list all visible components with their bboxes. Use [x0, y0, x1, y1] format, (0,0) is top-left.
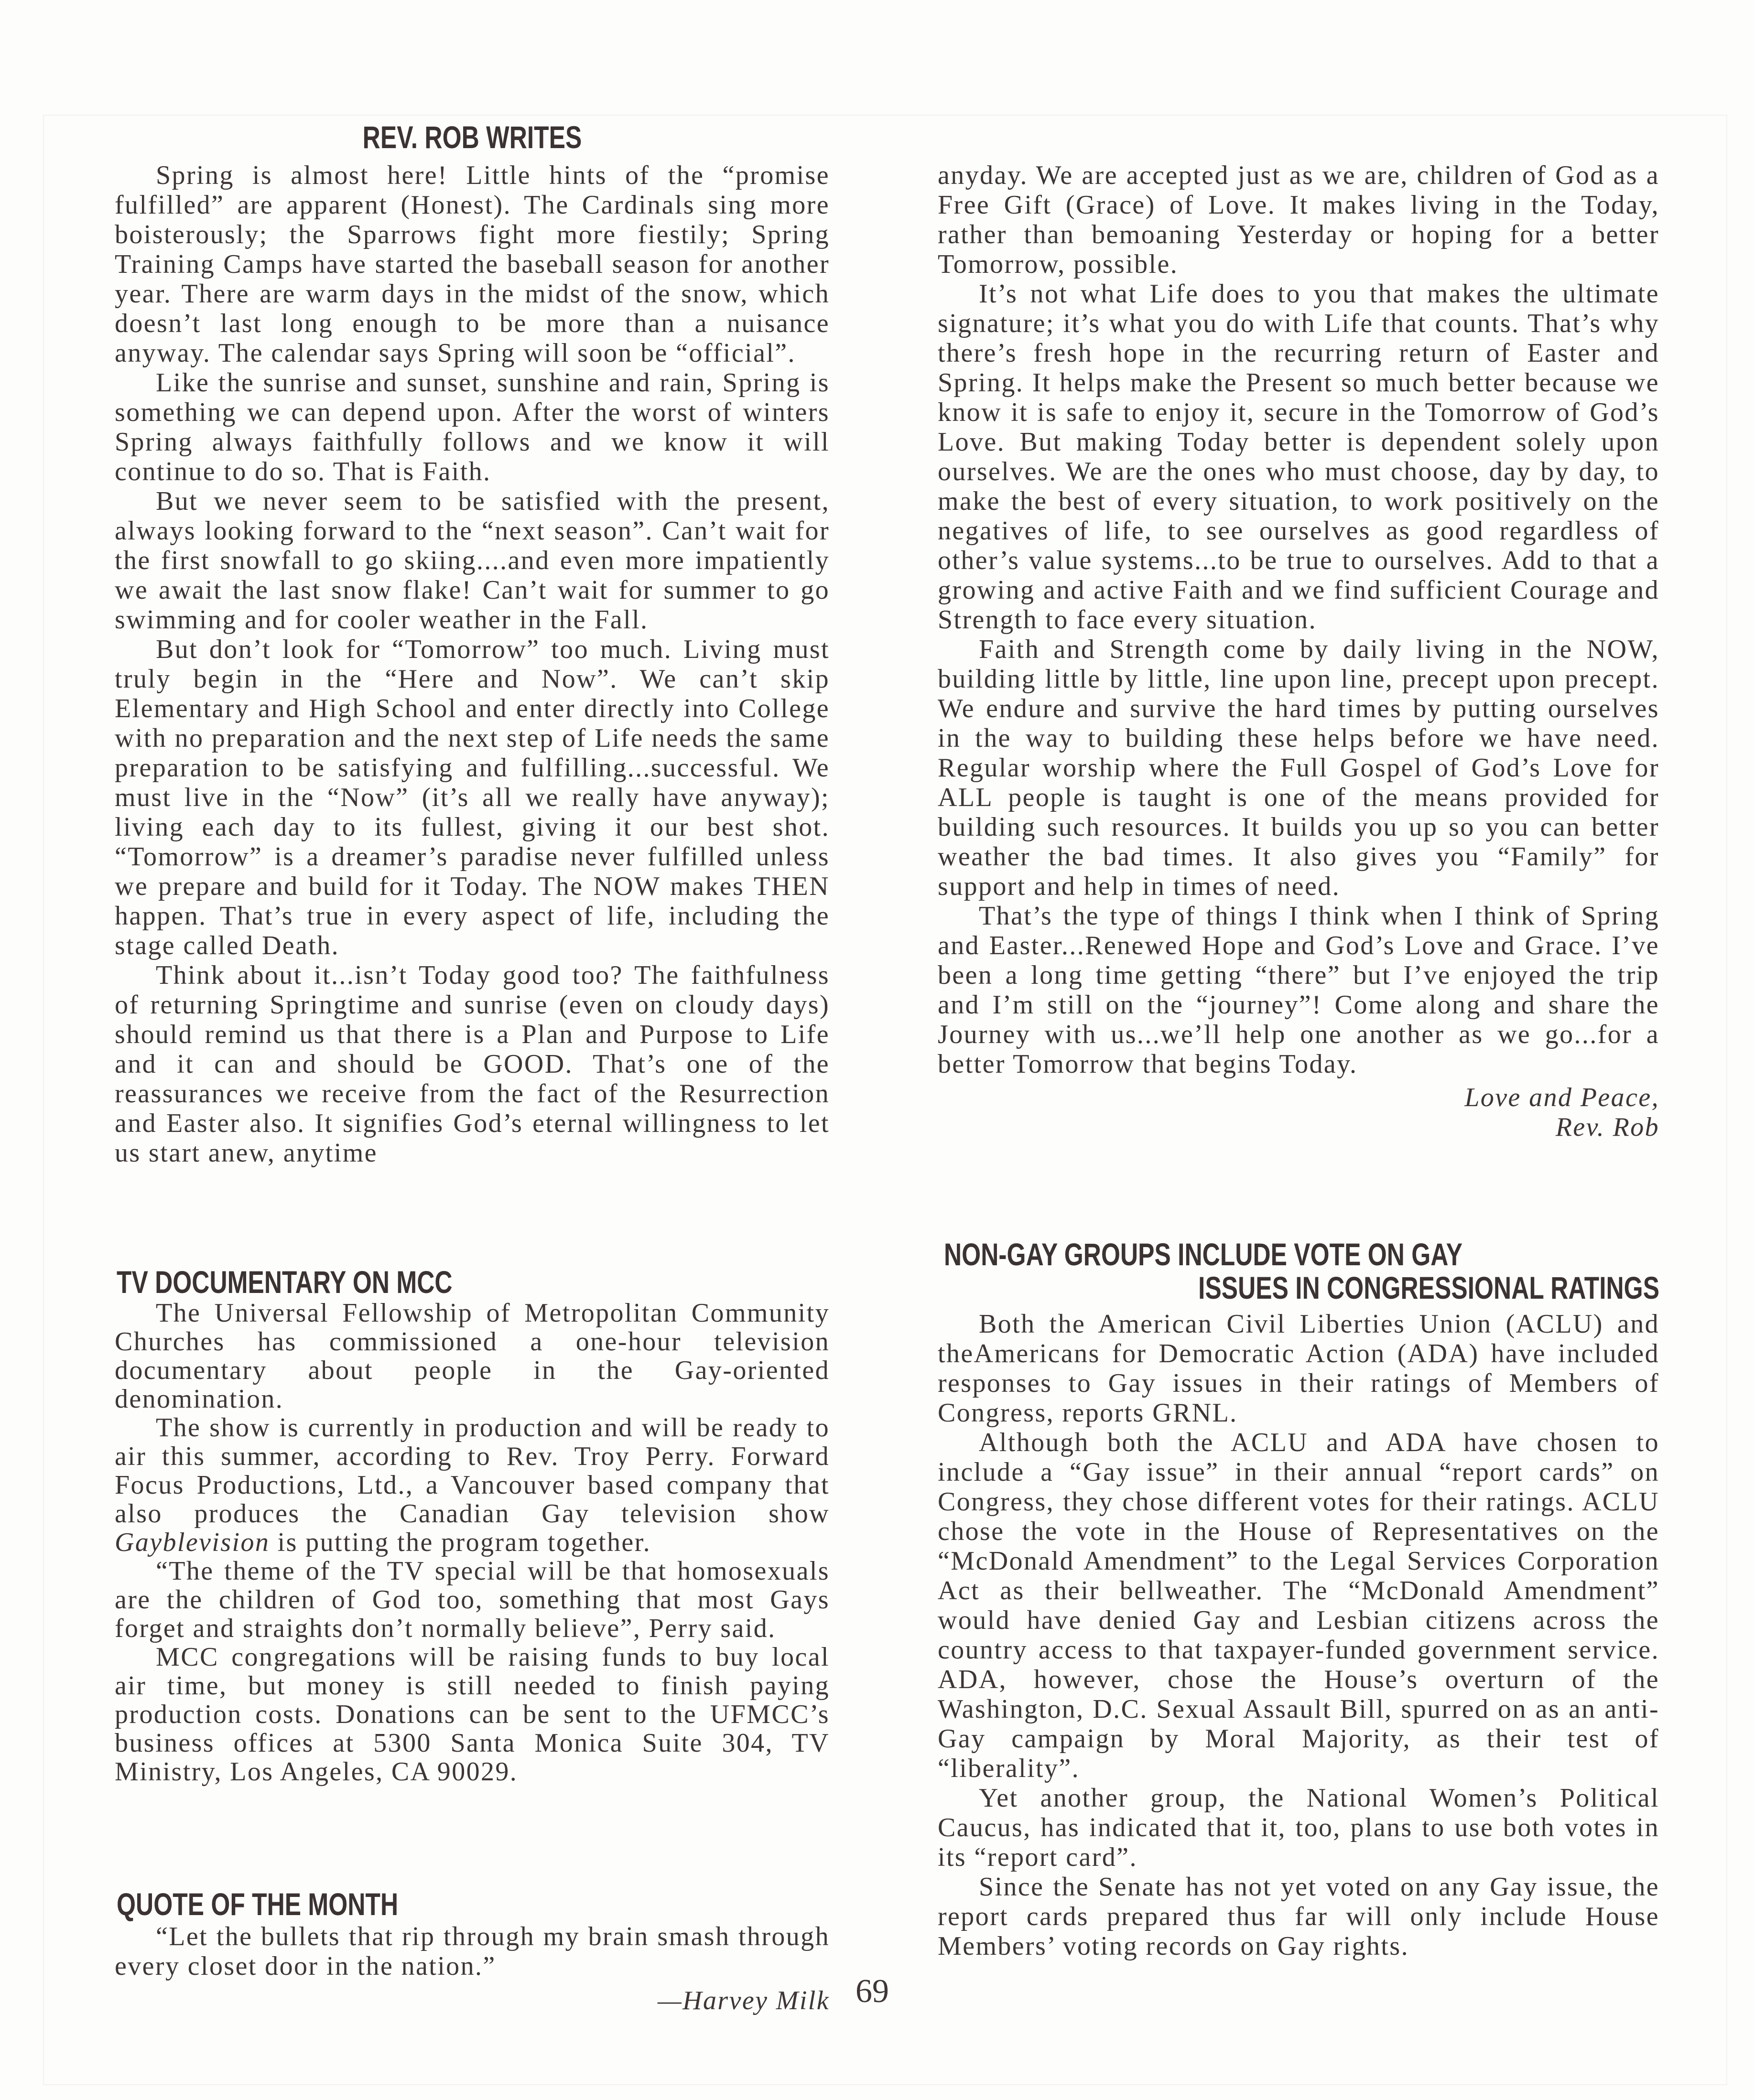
paragraph: Yet another group, the National Women’s Political Caucus, has indicated that it, too, plans to use both votes in its “report card”. — [938, 1783, 1659, 1872]
rev-rob-right-column — [938, 161, 1659, 1142]
paragraph: Spring is almost here! Little hints of the “promise fulfilled” are apparent (Honest). The Cardinals sing more boisterously; the Sparrows fight more fiestily; Spring Training Camps have started the baseball season for another year. There are warm days in the midst of the snow, which doesn’t last long enough to be more than a nuisance anyway. The calendar says Spring will soon be “official”. — [115, 161, 830, 368]
paragraph: Although both the ACLU and ADA have chosen to include a “Gay issue” in their annual “report cards” on Congress, they chose different votes for their ratings. ACLU chose the vote in the House of Representatives on the “McDonald Amendment” to the Legal Services Corporation Act as their bellweather. The “McDonald Amendment” would have denied Gay and Lesbian citizens across the country access to that taxpayer-funded government service. ADA, however, chose the House’s overturn of the Washington, D.C. Sexual Assault Bill, spurred on as an anti-Gay campaign by Moral Majority, as their test of “liberality”. — [938, 1428, 1659, 1783]
non-gay-groups-heading — [944, 1238, 1659, 1304]
paragraph-text: is putting the program together. — [270, 1528, 651, 1557]
tv-documentary-heading — [117, 1265, 547, 1299]
paragraph-text: The show is currently in production and will be ready to air this summer, according to Rev. Troy Perry. Forward Focus Productions, Ltd., a Vancouver based company that also produces the Canadian Gay television show — [115, 1413, 830, 1529]
paragraph: The Universal Fellowship of Metropolitan Community Churches has commissioned a one-hour television documentary about people in the Gay-oriented denomination. — [115, 1298, 830, 1414]
paragraph — [115, 1413, 830, 1557]
paragraph: MCC congregations will be raising funds to buy local air time, but money is still needed to finish paying production costs. Donations can be sent to the UFMCC’s business offices at 5300 Santa Monica Suite 304, TV Ministry, Los Angeles, CA 90029. — [115, 1642, 830, 1787]
paragraph: It’s not what Life does to you that makes the ultimate signature; it’s what you do with Life that counts. That’s why there’s fresh hope in the recurring return of Easter and Spring. It helps make the Present so much better because we know it is safe to enjoy it, secure in the Tomorrow of God’s Love. But making Today better is dependent solely upon ourselves. We are the ones who must choose, day by day, to make the best of every situation, to work positively on the negatives of life, to see ourselves as good regardless of other’s value systems...to be true to ourselves. Add to that a growing and active Faith and we find sufficient Courage and Strength to face every situation. — [938, 279, 1659, 635]
paragraph: “The theme of the TV special will be that homosexuals are the children of God too, something that most Gays forget and straights don’t normally believe”, Perry said. — [115, 1556, 830, 1643]
show-title: Gayblevision — [115, 1528, 270, 1557]
paragraph: Like the sunrise and sunset, sunshine and rain, Spring is something we can depend upon. After the worst of winters Spring always faithfully follows and we know it will continue to do so. That is Faith. — [115, 368, 830, 486]
rev-rob-title: REV. ROB WRITES — [362, 119, 582, 155]
quote-heading — [117, 1887, 477, 1921]
heading-line: NON-GAY GROUPS INCLUDE VOTE ON GAY — [944, 1237, 1463, 1272]
quote-title: QUOTE OF THE MONTH — [117, 1886, 399, 1922]
paragraph: Since the Senate has not yet voted on any Gay issue, the report cards prepared thus far will only include House Members’ voting records on Gay rights. — [938, 1872, 1659, 1961]
paragraph: That’s the type of things I think when I think of Spring and Easter...Renewed Hope and God’s Love and Grace. I’ve been a long time getting “there” but I’ve enjoyed the trip and I’m still on the “journey”! Come along and share the Journey with us...we’ll help one another as we go...for a better Tomorrow that begins Today. — [938, 901, 1659, 1079]
quote-attribution: —Harvey Milk — [657, 1986, 830, 2015]
paragraph: Think about it...isn’t Today good too? The faithfulness of returning Springtime and sunrise (even on cloudy days) should remind us that there is a Plan and Purpose to Life and it can and should be GOOD. That’s one of the reassurances we receive from the fact of the Resurrection and Easter also. It signifies God’s eternal willingness to let us start anew, anytime — [115, 960, 830, 1168]
non-gay-groups-body — [938, 1309, 1659, 1961]
heading-line: ISSUES IN CONGRESSIONAL RATINGS — [1198, 1270, 1659, 1305]
tv-documentary-title: TV DOCUMENTARY ON MCC — [117, 1264, 453, 1300]
quote-text: “Let the bullets that rip through my brain smash through every closet door in the nation.” — [115, 1922, 830, 1981]
signoff: Love and Peace, — [1464, 1083, 1659, 1112]
quote-body — [115, 1922, 830, 2015]
paragraph: Faith and Strength come by daily living in the NOW, building little by little, line upon line, precept upon precept. We endure and survive the hard times by putting ourselves in the way to building these helps before we have need. Regular worship where the Full Gospel of God’s Love for ALL people is taught is one of the means provided for building such resources. It builds you up so you can better weather the bad times. It also gives you “Family” for support and help in times of need. — [938, 635, 1659, 901]
page-number: 69 — [855, 1973, 889, 2010]
paragraph: anyday. We are accepted just as we are, children of God as a Free Gift (Grace) of Love. It makes living in the Today, rather than bemoaning Yesterday or hoping for a better Tomorrow, possible. — [938, 161, 1659, 279]
paragraph: Both the American Civil Liberties Union (ACLU) and theAmericans for Democratic Action (ADA) have included responses to Gay issues in their ratings of Members of Congress, reports GRNL. — [938, 1309, 1659, 1428]
tv-documentary-body — [115, 1299, 830, 1786]
signature: Rev. Rob — [1555, 1112, 1659, 1142]
paragraph: But don’t look for “Tomorrow” too much. Living must truly begin in the “Here and Now”. We can’t skip Elementary and High School and enter directly into College with no preparation and the next step of Life needs the same preparation to be satisfying and fulfilling...successful. We must live in the “Now” (it’s all we really have anyway); living each day to its fullest, giving it our best shot. “Tomorrow” is a dreamer’s paradise never fulfilled unless we prepare and build for it Today. The NOW makes THEN happen. That’s true in every aspect of life, including the stage called Death. — [115, 635, 830, 960]
rev-rob-left-column — [115, 161, 830, 1168]
rev-rob-heading — [115, 120, 830, 154]
paragraph: But we never seem to be satisfied with the present, always looking forward to the “next season”. Can’t wait for the first snowfall to go skiing....and even more impatiently we await the last snow flake! Can’t wait for summer to go swimming and for cooler weather in the Fall. — [115, 486, 830, 635]
